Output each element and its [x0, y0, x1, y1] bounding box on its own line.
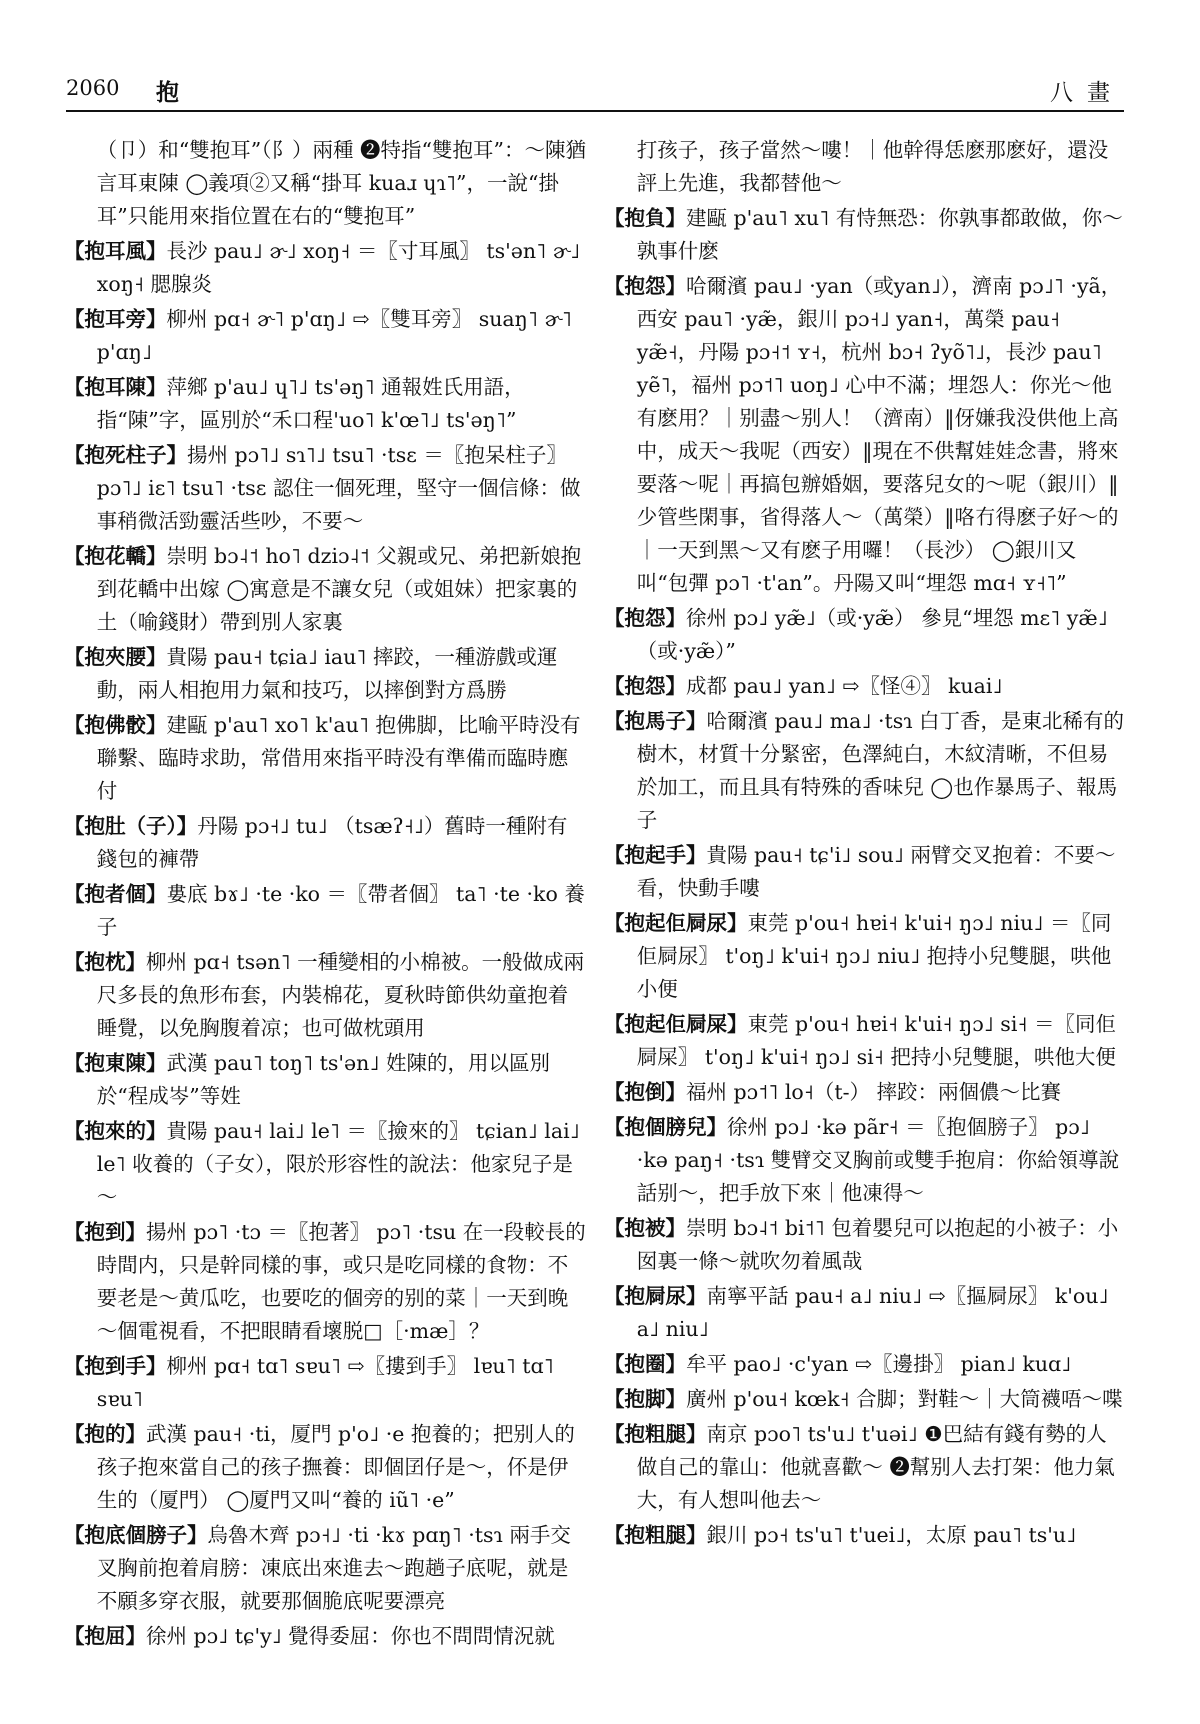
- entry-text: 烏魯木齊 pɔ˧˩ ·ti ·kɤ pɑŋ˥ ·tsɿ 兩手交叉胸前抱着肩膀：凍底出來進去～跑趟子底呢，就是不願多穿衣服，就要那個脆底呢要漂亮: [96, 1523, 571, 1613]
- entry-text: 福州 pɔ˦˥ lo˧（t-） 摔跤：兩個儂～比賽: [686, 1080, 1062, 1104]
- dictionary-entry: [64, 303, 586, 369]
- entry-text: 丹陽 pɔ˧˩ tu˩ （tsæʔ˧˩）舊時一種附有錢包的褲帶: [96, 814, 568, 871]
- dictionary-entry-continuation: [64, 134, 586, 233]
- entry-text: 揚州 pɔ˥ ·tɔ ＝〖抱著〗 pɔ˥ ·tsu 在一段較長的時間内，只是幹同樣的事，或只是吃同樣的食物：不要老是～黄瓜吃，也要吃的個旁的别的菜｜一天到晚～個電視看，不把眼睛看壞脱□［·mæ］？: [96, 1220, 586, 1343]
- entry-text: 徐州 pɔ˩ tɕ'y˩ 覺得委屈：你也不問問情況就: [146, 1624, 555, 1648]
- entry-text: 建甌 p'au˥ xu˥ 有恃無恐：你孰事都敢做，你～孰事什麽: [636, 206, 1123, 263]
- entry-text: 崇明 bɔ˨˦ bi˦˥ 包着嬰兒可以抱起的小被子：小囡裏一條～就吹勿着風哉: [636, 1216, 1119, 1273]
- entry-text: 徐州 pɔ˩ ·kə pãr˧ ＝〖抱個膀子〗 pɔ˩ ·kə paŋ˧ ·tsɿ 雙臂交叉胸前或雙手抱肩：你給領導說話别～，把手放下來｜他凍得～: [636, 1115, 1120, 1205]
- dictionary-entry: [604, 1348, 1126, 1381]
- dictionary-entry: [64, 1620, 586, 1653]
- entry-text: 武漢 pau˥ toŋ˥ ts'ən˩ 姓陳的，用以區別於“程成岑”等姓: [96, 1051, 550, 1108]
- entry-headword: 【抱起手】: [604, 843, 707, 867]
- dictionary-entry: [604, 1008, 1126, 1074]
- entry-headword: 【抱屙尿】: [604, 1284, 707, 1308]
- dictionary-entry: [64, 371, 586, 437]
- dictionary-entry: [64, 1216, 586, 1348]
- dictionary-entry: [604, 1212, 1126, 1278]
- entry-text: 貴陽 pau˧ lai˩ le˥ ＝〖撿來的〗 tɕian˩ lai˩ le˥ 收養的（子女），限於形容性的說法：他家兒子是～: [96, 1119, 580, 1209]
- entry-headword: 【抱花轎】: [64, 544, 167, 568]
- head-character: 抱: [156, 79, 179, 106]
- entry-headword: 【抱粗腿】: [604, 1422, 707, 1446]
- dictionary-entry: [604, 907, 1126, 1006]
- entry-text: 揚州 pɔ˥˩ sɿ˥˩ tsu˥ ·tsɛ ＝〖抱呆柱子〗 pɔ˥˩ iɛ˥ tsu˥ ·tsɛ 認住一個死理，堅守一個信條：做事稍微活勁靈活些吵，不要～: [96, 443, 581, 533]
- entry-text: 婁底 bɤ˩ ·te ·ko ＝〖帶者個〗 ta˥ ·te ·ko 養子: [96, 882, 585, 939]
- entry-headword: 【抱怨】: [604, 674, 686, 698]
- entry-headword: 【抱死柱子】: [64, 443, 187, 467]
- entry-headword: 【抱耳風】: [64, 239, 167, 263]
- page-header: [66, 70, 1124, 112]
- entry-headword: 【抱者個】: [64, 882, 167, 906]
- dictionary-entry: [604, 1076, 1126, 1109]
- entry-headword: 【抱個膀兒】: [604, 1115, 727, 1139]
- entry-text: 萍鄉 p'au˩ ɥ˥˩ ts'əŋ˥ 通報姓氏用語，指“陳”字，區別於“禾口程'uo˥ k'œ˥˩ ts'əŋ˥”: [96, 375, 525, 432]
- entry-headword: 【抱底個膀子】: [64, 1523, 208, 1547]
- dictionary-entry: [64, 1519, 586, 1618]
- entry-text: 貴陽 pau˧ tɕ'i˩ sou˩ 兩臂交叉抱着：不要～看，快動手嘍: [636, 843, 1116, 900]
- entry-headword: 【抱倒】: [604, 1080, 686, 1104]
- dictionary-entry: [604, 705, 1126, 837]
- entry-headword: 【抱起佢屙屎】: [604, 1012, 748, 1036]
- entry-text: 柳州 pɑ˧ tsən˥ 一種變相的小棉被。一般做成兩尺多長的魚形布套，内裝棉花，夏秋時節供幼童抱着睡覺，以免胸腹着凉；也可做枕頭用: [96, 950, 585, 1040]
- dictionary-entry: [604, 602, 1126, 668]
- dictionary-entry: [604, 670, 1126, 703]
- entry-text: 哈爾濱 pau˩ ma˩ ·tsɿ 白丁香，是東北稀有的樹木，材質十分緊密，色澤純白，木紋清晰，不但易於加工，而且具有特殊的香味兒 ◯也作暴馬子、報馬子: [636, 709, 1125, 832]
- dictionary-entry: [64, 540, 586, 639]
- dictionary-entry: [604, 1519, 1126, 1552]
- dictionary-entry: [604, 1280, 1126, 1346]
- entry-text: 東莞 p'ou˧ hɐi˧ k'ui˧ ŋɔ˩ niu˩ ＝〖同佢屙尿〗 t'oŋ˩ k'ui˧ ŋɔ˩ niu˩ 抱持小兒雙腿，哄他小便: [636, 911, 1112, 1001]
- entry-headword: 【抱的】: [64, 1422, 146, 1446]
- left-column: [64, 134, 586, 1655]
- entry-headword: 【抱枕】: [64, 950, 146, 974]
- dictionary-entry: [604, 1418, 1126, 1517]
- entry-text: 柳州 pɑ˧ ɚ˥ p'ɑŋ˩ ⇨〖雙耳旁〗 suaŋ˥ ɚ˥ p'ɑŋ˩: [96, 307, 572, 364]
- entry-text: 南寧平話 pau˧ a˩ niu˩ ⇨〖摳屙尿〗 k'ou˩ a˩ niu˩: [636, 1284, 1109, 1341]
- entry-headword: 【抱怨】: [604, 274, 686, 298]
- entry-text: 銀川 pɔ˧ ts'u˥ t'uei˩，太原 pau˥ ts'u˩: [706, 1523, 1077, 1547]
- section-label: 八畫: [1050, 80, 1124, 106]
- dictionary-entry-continuation: [604, 134, 1126, 200]
- dictionary-entry: [64, 878, 586, 944]
- dictionary-entry: [64, 1047, 586, 1113]
- entry-text: 打孩子，孩子當然～嘍！｜他幹得恁麽那麽好，還没評上先進，我都替他～: [636, 138, 1109, 195]
- dictionary-entry: [604, 839, 1126, 905]
- entry-text: 貴陽 pau˧ tɕia˩ iau˥ 摔跤，一種游戲或運動，兩人相抱用力氣和技巧，以摔倒對方爲勝: [96, 645, 558, 702]
- dictionary-entry: [64, 1350, 586, 1416]
- dictionary-entry: [604, 270, 1126, 600]
- entry-headword: 【抱夾腰】: [64, 645, 167, 669]
- entry-text: 柳州 pɑ˧ tɑ˥ sɐu˥ ⇨〖摟到手〗 lɐu˥ tɑ˥ sɐu˥: [96, 1354, 554, 1411]
- entry-headword: 【抱佛骹】: [64, 713, 167, 737]
- dictionary-entry: [604, 202, 1126, 268]
- entry-text: 徐州 pɔ˩ yæ̃˩（或·yæ̃） 參見“埋怨 mɛ˥ yæ̃˩（或·yæ̃）”: [636, 606, 1108, 663]
- dictionary-entry: [604, 1383, 1126, 1416]
- entry-text: 崇明 bɔ˨˦ ho˥ dziɔ˨˦ 父親或兄、弟把新娘抱到花轎中出嫁 ◯寓意是不讓女兒（或姐妹）把家裏的土（喻錢財）帶到別人家裏: [96, 544, 582, 634]
- entry-text: 牟平 pao˩ ·c'yan ⇨〖邊掛〗 pian˩ kuɑ˩: [686, 1352, 1072, 1376]
- dictionary-entry: [64, 1115, 586, 1214]
- page-number: 2060: [66, 76, 120, 100]
- entry-headword: 【抱粗腿】: [604, 1523, 707, 1547]
- dictionary-entry: [604, 1111, 1126, 1210]
- entry-headword: 【抱怨】: [604, 606, 686, 630]
- entry-text: 長沙 pau˩ ɚ˩ xoŋ˧ ＝〖寸耳風〗 ts'ən˥ ɚ˩ xoŋ˧ 腮腺炎: [96, 239, 581, 296]
- entry-text: 武漢 pau˧ ·ti，厦門 p'o˩ ·e 抱養的；把别人的孩子抱來當自己的孩子撫養：即個囝仔是～，伓是伊生的（厦門） ◯厦門又叫“養的 iũ˥ ·e”: [96, 1422, 575, 1512]
- entry-text: 成都 pau˩ yan˩ ⇨〖怪④〗 kuai˩: [686, 674, 1003, 698]
- entry-headword: 【抱到】: [64, 1220, 146, 1244]
- entry-text: 建甌 p'au˥ xo˥ k'au˥ 抱佛脚，比喻平時没有聯繫、臨時求助，常借用來指平時没有準備而臨時應付: [96, 713, 581, 803]
- entry-headword: 【抱馬子】: [604, 709, 707, 733]
- dictionary-entry: [64, 709, 586, 808]
- entry-text: 東莞 p'ou˧ hɐi˧ k'ui˧ ŋɔ˩ si˧ ＝〖同佢屙屎〗 t'oŋ˩ k'ui˧ ŋɔ˩ si˧ 把持小兒雙腿，哄他大便: [636, 1012, 1117, 1069]
- entry-headword: 【抱東陳】: [64, 1051, 167, 1075]
- dictionary-entry: [64, 641, 586, 707]
- entry-headword: 【抱屈】: [64, 1624, 146, 1648]
- entry-text: 南京 pɔo˥ ts'u˩ t'uəi˩ ❶巴結有錢有勢的人做自己的靠山：他就喜歡～ ❷幫别人去打架：他力氣大，有人想叫他去～: [636, 1422, 1115, 1512]
- entry-headword: 【抱來的】: [64, 1119, 167, 1143]
- entry-headword: 【抱被】: [604, 1216, 686, 1240]
- dictionary-entry: [64, 439, 586, 538]
- entry-headword: 【抱負】: [604, 206, 686, 230]
- entry-text: 哈爾濱 pau˩ ·yan（或yan˩），濟南 pɔ˩˥ ·yã，西安 pau˥ ·yæ̃，銀川 pɔ˧˩ yan˧，萬榮 pau˧ yæ̃˧，丹陽 pɔ˧˦ ʏ˧，杭州 bɔ˧ ʔyõ˥˩，長沙 pau˥ yẽ˥，福州 pɔ˦˥ uoŋ˩ 心中不滿；埋怨人：你光～他有麽用？｜别盡～别人！（濟南）‖伢嫌我没供他上高中，成天～我呢（西安）‖現在不供幫娃娃念書，將來要落～呢｜再搞包辦婚姻，要落兒女的～呢（銀川）‖少管些閑事，省得落人～（萬榮）‖咯冇得麽子好～的｜一天到黑～又有麽子用囉！（長沙） ◯銀川又叫“包彈 pɔ˥ ·t'an”。丹陽又叫“埋怨 mɑ˧ ʏ˧˥”: [636, 274, 1122, 595]
- dictionary-entry: [64, 810, 586, 876]
- entry-headword: 【抱起佢屙尿】: [604, 911, 748, 935]
- entry-headword: 【抱到手】: [64, 1354, 167, 1378]
- entry-text: 廣州 p'ou˧ kœk˧ 合脚；對鞋～｜大筒襪唔～喋: [686, 1387, 1123, 1411]
- dictionary-entry: [64, 946, 586, 1045]
- entry-text: （卩）和“雙抱耳”（阝）兩種 ❷特指“雙抱耳”：～陳猶言耳東陳 ◯義項②又稱“掛耳 kuaɹ ɥɿ˥”，一說“掛耳”只能用來指位置在右的“雙抱耳”: [96, 138, 586, 228]
- entry-headword: 【抱脚】: [604, 1387, 686, 1411]
- entry-headword: 【抱肚（子）】: [64, 814, 198, 838]
- entry-headword: 【抱耳陳】: [64, 375, 167, 399]
- entry-headword: 【抱圈】: [604, 1352, 686, 1376]
- dictionary-entry: [64, 1418, 586, 1517]
- entry-headword: 【抱耳旁】: [64, 307, 167, 331]
- dictionary-entry: [64, 235, 586, 301]
- right-column: [604, 134, 1126, 1554]
